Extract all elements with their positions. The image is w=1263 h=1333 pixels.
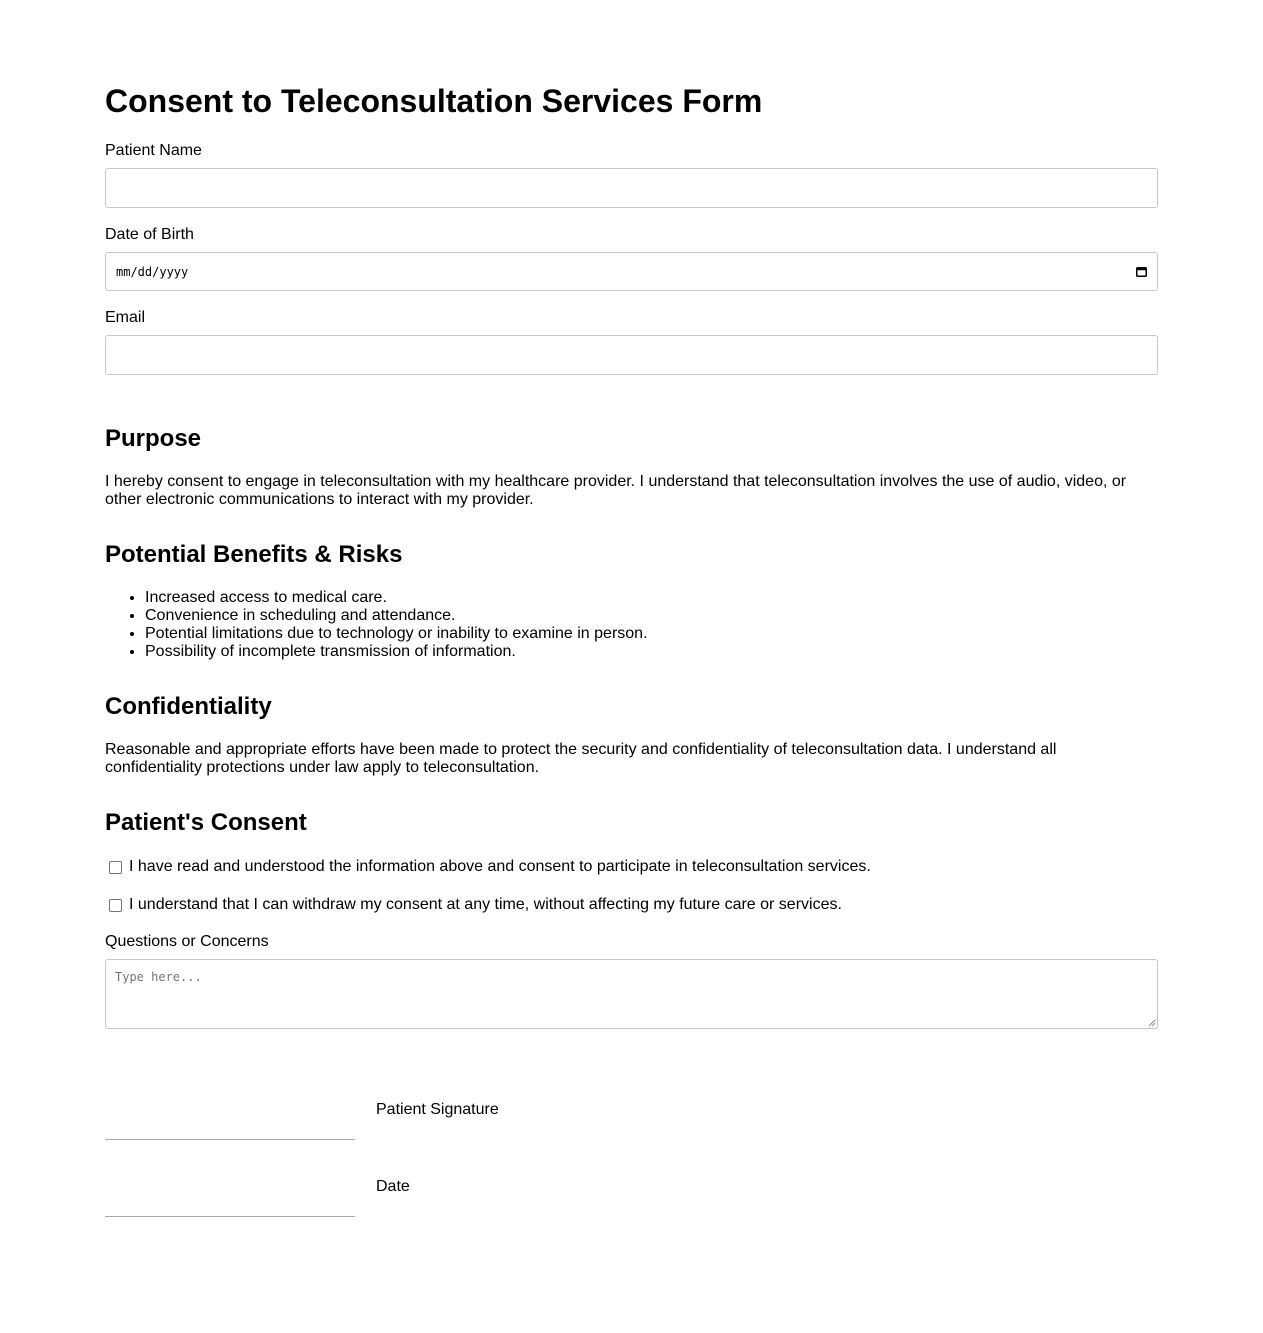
purpose-text-line-1: I hereby consent to engage in teleconsultation with my healthcare provider. I understand that teleconsultation involves the use of audio, video, or: [105, 473, 1127, 490]
resize-grip-icon[interactable]: [1148, 1019, 1156, 1027]
patient-name-input[interactable]: [105, 168, 1158, 208]
list-item: • Potential limitations due to technology or inability to examine in person.: [145, 625, 648, 643]
consent-checkbox-row-2[interactable]: [105, 896, 842, 914]
confidentiality-text-line-1: Reasonable and appropriate efforts have been made to protect the security and confidentiality of teleconsultation data. I understand all: [105, 741, 1057, 758]
confidentiality-text: [105, 741, 1158, 777]
patient-signature-label: Patient Signature: [376, 1101, 499, 1118]
consent-checkbox-row-1[interactable]: [105, 858, 871, 876]
list-item: • Possibility of incomplete transmission of information.: [145, 643, 648, 661]
consent-heading: Patient's Consent: [105, 809, 307, 836]
date-of-birth-input[interactable]: [105, 252, 1158, 291]
date-placeholder: mm/dd/yyyy: [116, 264, 189, 279]
signature-line[interactable]: [105, 1139, 355, 1140]
email-input[interactable]: [105, 335, 1158, 375]
purpose-text: [105, 473, 1158, 509]
list-item: • Increased access to medical care.: [145, 589, 648, 607]
benefits-risks-list: [105, 589, 648, 661]
questions-label: Questions or Concerns: [105, 933, 269, 950]
consent-checkbox-2[interactable]: [109, 899, 122, 912]
consent-checkbox-1-label: I have read and understood the information above and consent to participate in teleconsultation services.: [129, 858, 871, 875]
date-of-birth-label: Date of Birth: [105, 226, 194, 243]
purpose-heading: Purpose: [105, 425, 202, 452]
questions-textarea[interactable]: [105, 959, 1158, 1029]
page-title: Consent to Teleconsultation Services Form: [105, 83, 763, 119]
confidentiality-heading: Confidentiality: [105, 693, 272, 720]
consent-checkbox-2-label: I understand that I can withdraw my consent at any time, without affecting my future care or services.: [129, 896, 842, 913]
confidentiality-text-line-2: confidentiality protections under law apply to teleconsultation.: [105, 759, 540, 776]
questions-placeholder: Type here...: [115, 970, 202, 984]
calendar-icon[interactable]: [1136, 266, 1147, 277]
date-signature-line[interactable]: [105, 1216, 355, 1217]
list-item: • Convenience in scheduling and attendance.: [145, 607, 648, 625]
benefits-risks-heading: Potential Benefits & Risks: [105, 541, 403, 568]
consent-checkbox-1[interactable]: [109, 861, 122, 874]
date-label: Date: [376, 1178, 410, 1195]
purpose-text-line-2: other electronic communications to interact with my provider.: [105, 491, 534, 508]
patient-name-label: Patient Name: [105, 142, 202, 159]
email-label: Email: [105, 309, 146, 326]
